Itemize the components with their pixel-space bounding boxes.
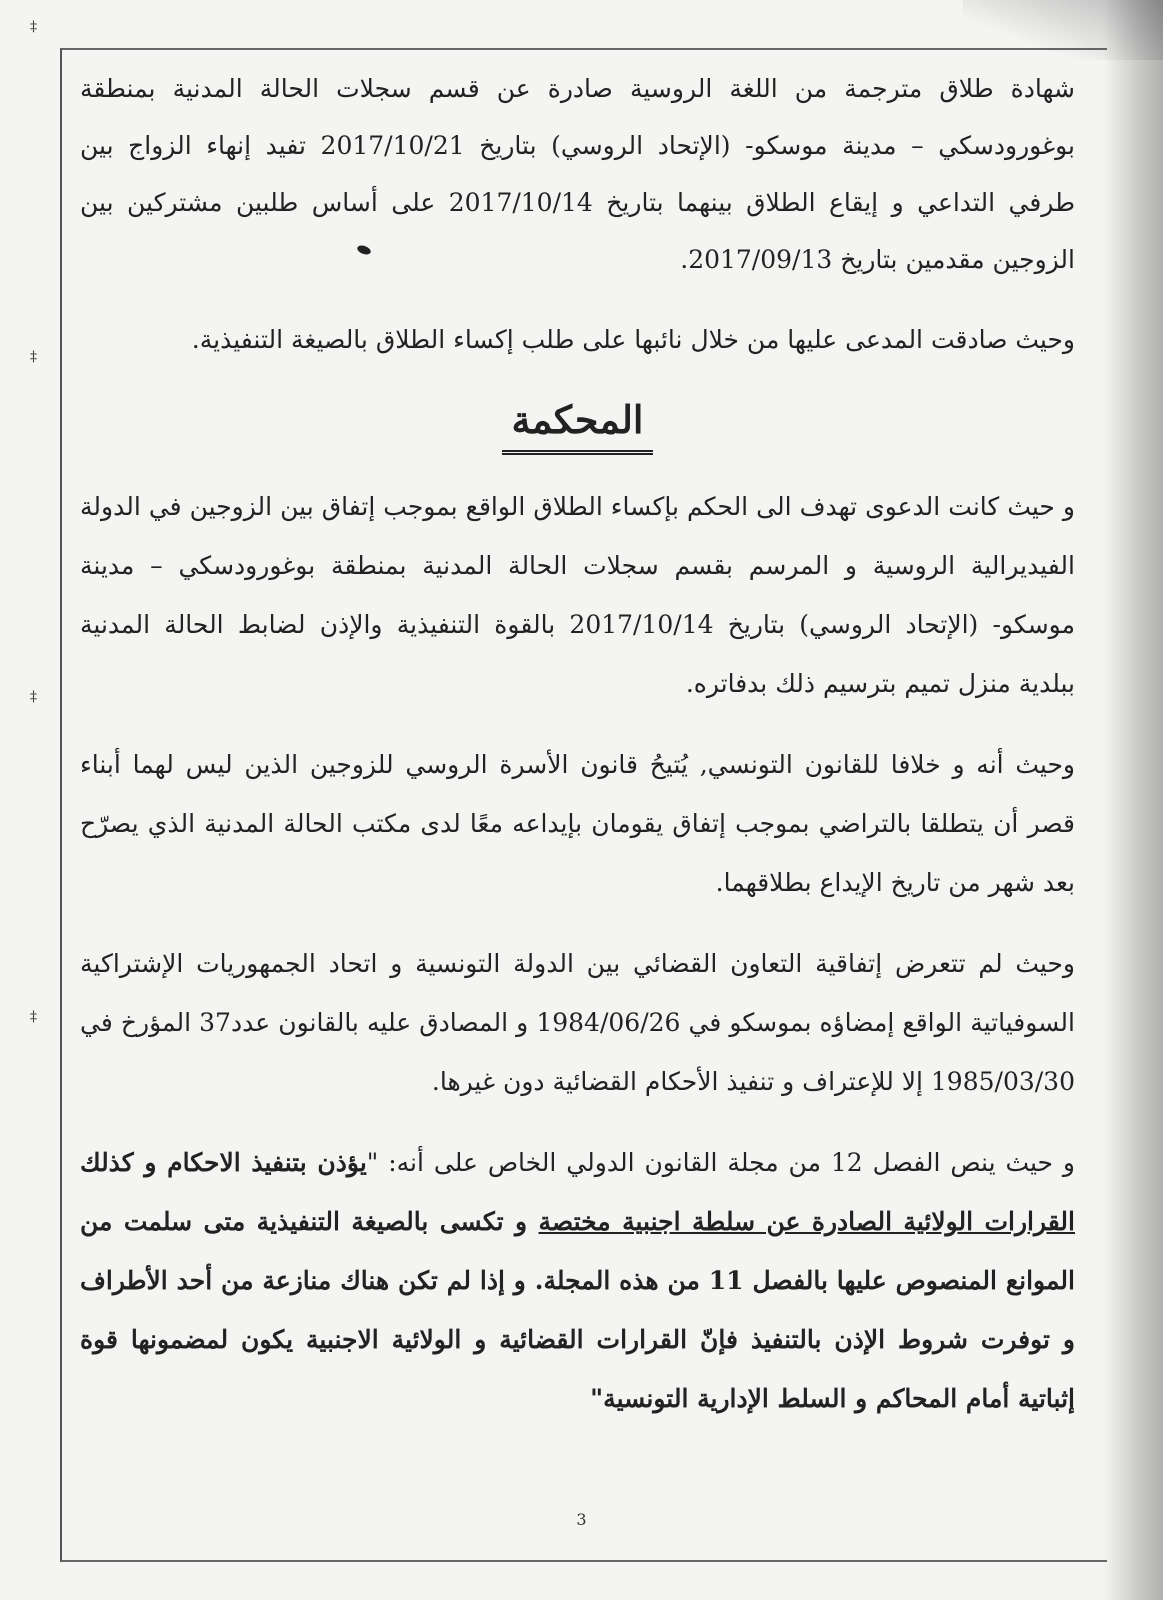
paragraph-certificate: شهادة طلاق مترجمة من اللغة الروسية صادرة عن قسم سجلات الحالة المدنية بمنطقة بوغورودسكي – مدينة موسكو- (الإتحاد الروسي) بتاريخ 2017/10/21 تفيد إنهاء الزواج بين طرفي التداعي و إيقاع الطلاق بينهما بتاريخ 2017/10/14 على أساس طلبين مشتركين بين الزوجين مقدمين بتاريخ 2017/09/13. <box>80 74 1076 274</box>
paragraph-convention: وحيث لم تتعرض إتفاقية التعاون القضائي بين الدولة التونسية و اتحاد الجمهوريات الإشتراكية السوفياتية الواقع إمضاؤه بموسكو في 1984/06/26 و المصادق عليه بالقانون عدد37 المؤرخ في 1985/03/30 إلا للإعتراف و تنفيذ الأحكام القضائية دون غيرها. <box>80 949 1075 1096</box>
article-12-quote-underlined: القرارات الولائية الصادرة عن سلطة اجنبية مختصة <box>538 1207 1075 1236</box>
article-12-lead: و حيث ينص الفصل 12 من مجلة القانون الدولي الخاص على أنه: " <box>366 1148 1075 1177</box>
binder-hole-mark: ‡ <box>30 1009 37 1025</box>
page-number: 3 <box>576 1510 587 1529</box>
paragraph-russian-law: وحيث أنه و خلافا للقانون التونسي, يُتيحُ قانون الأسرة الروسي للزوجين الذين ليس لهما أبناء قصر أن يتطلقا بالتراضي بموجب إتفاق يقومان بإيداعه معًا لدى مكتب الحالة المدنية الذي يصرّح بعد شهر من تاريخ الإيداع بطلاقهما. <box>80 750 1075 897</box>
paragraph-ratification: وحيث صادقت المدعى عليها من خلال نائبها على طلب إكساء الطلاق بالصيغة التنفيذية. <box>191 325 1075 354</box>
article-12-quote-a: يؤذن بتنفيذ الاحكام و كذلك <box>80 1148 367 1177</box>
page-edge-shadow <box>1103 0 1163 1600</box>
section-heading: المحكمة <box>502 397 654 455</box>
paragraph-article-12 <box>80 1133 1075 1428</box>
binder-hole-mark: ‡ <box>30 19 37 35</box>
paragraph-claim: و حيث كانت الدعوى تهدف الى الحكم بإكساء الطلاق الواقع بموجب إتفاق بين الزوجين في الدولة الفيديرالية الروسية و المرسم بقسم سجلات الحالة المدنية بمنطقة بوغورودسكي – مدينة موسكو- (الإتحاد الروسي) بتاريخ 2017/10/14 بالقوة التنفيذية والإذن لضابط الحالة المدنية ببلدية منزل تميم بترسيم ذلك بدفاتره. <box>80 492 1075 698</box>
binder-hole-mark: ‡ <box>30 689 37 705</box>
section-heading-wrap <box>80 397 1075 455</box>
document-body <box>80 60 1075 1450</box>
article-12-quote-b: و تكسى بالصيغة التنفيذية متى سلمت من الموانع المنصوص عليها بالفصل 11 من هذه المجلة. و إذا لم تكن هناك منازعة من أحد الأطراف و توفرت شروط الإذن بالتنفيذ فإنّ القرارات القضائية و الولائية الاجنبية يكون لمضمونها قوة إثباتية أمام المحاكم و السلط الإدارية التونسية" <box>80 1207 1075 1413</box>
binder-hole-mark: ‡ <box>30 349 37 365</box>
